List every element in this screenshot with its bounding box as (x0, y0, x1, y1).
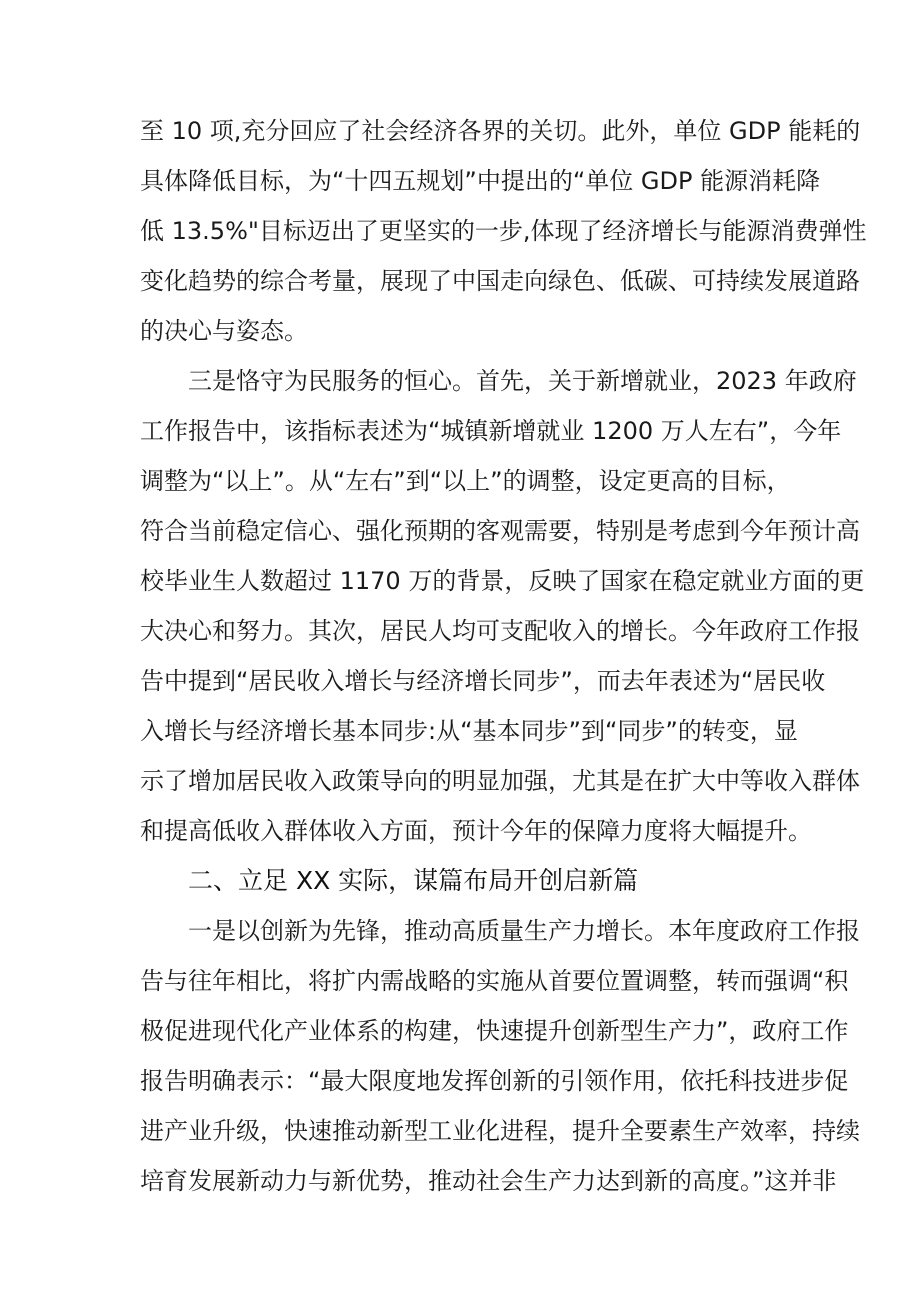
paragraph-2-line-1: 三是恪守为民服务的恒心。首先，关于新增就业，2023 年政府 (188, 367, 857, 395)
paragraph-2-line-3: 调整为“以上”。从“左右”到“以上”的调整，设定更高的目标， (140, 467, 791, 495)
paragraph-2-line-10: 和提高低收入群体收入方面，预计今年的保障力度将大幅提升。 (140, 817, 812, 845)
paragraph-3-line-6: 培育发展新动力与新优势，推动社会生产力达到新的高度。”这并非 (140, 1167, 837, 1195)
paragraph-3-line-4: 报告明确表示：“最大限度地发挥创新的引领作用，依托科技进步促 (140, 1067, 849, 1095)
paragraph-2-line-8: 入增长与经济增长基本同步:从“基本同步”到“同步”的转变，显 (140, 717, 798, 745)
section-heading: 二、立足 XX 实际，谋篇布局开创启新篇 (188, 866, 639, 895)
paragraph-2-line-7: 告中提到“居民收入增长与经济增长同步”，而去年表述为“居民收 (140, 667, 826, 695)
paragraph-2-line-5: 校毕业生人数超过 1170 万的背景，反映了国家在稳定就业方面的更 (140, 567, 865, 595)
paragraph-2-line-6: 大决心和努力。其次，居民人均可支配收入的增长。今年政府工作报 (140, 617, 860, 645)
paragraph-1-line-3: 低 13.5%"目标迈出了更坚实的一步,体现了经济增长与能源消费弹性 (140, 217, 867, 245)
paragraph-2-line-4: 符合当前稳定信心、强化预期的客观需要，特别是考虑到今年预计高 (140, 517, 860, 545)
paragraph-1-line-5: 的决心与姿态。 (140, 317, 308, 345)
paragraph-1-line-4: 变化趋势的综合考量，展现了中国走向绿色、低碳、可持续发展道路 (140, 267, 860, 295)
paragraph-3-line-3: 极促进现代化产业体系的构建，快速提升创新型生产力”，政府工作 (140, 1017, 849, 1045)
paragraph-3-line-5: 进产业升级，快速推动新型工业化进程，提升全要素生产效率，持续 (140, 1117, 860, 1145)
paragraph-2-line-9: 示了增加居民收入政策导向的明显加强，尤其是在扩大中等收入群体 (140, 767, 860, 795)
paragraph-3-line-2: 告与往年相比，将扩内需战略的实施从首要位置调整，转而强调“积 (140, 967, 849, 995)
paragraph-1-line-1: 至 10 项,充分回应了社会经济各界的关切。此外，单位 GDP 能耗的 (140, 117, 861, 145)
paragraph-3-line-1: 一是以创新为先锋，推动高质量生产力增长。本年度政府工作报 (188, 917, 860, 945)
paragraph-2-line-2: 工作报告中，该指标表述为“城镇新增就业 1200 万人左右”，今年 (140, 417, 842, 445)
paragraph-1-line-2: 具体降低目标，为“十四五规划”中提出的“单位 GDP 能源消耗降 (140, 167, 821, 195)
